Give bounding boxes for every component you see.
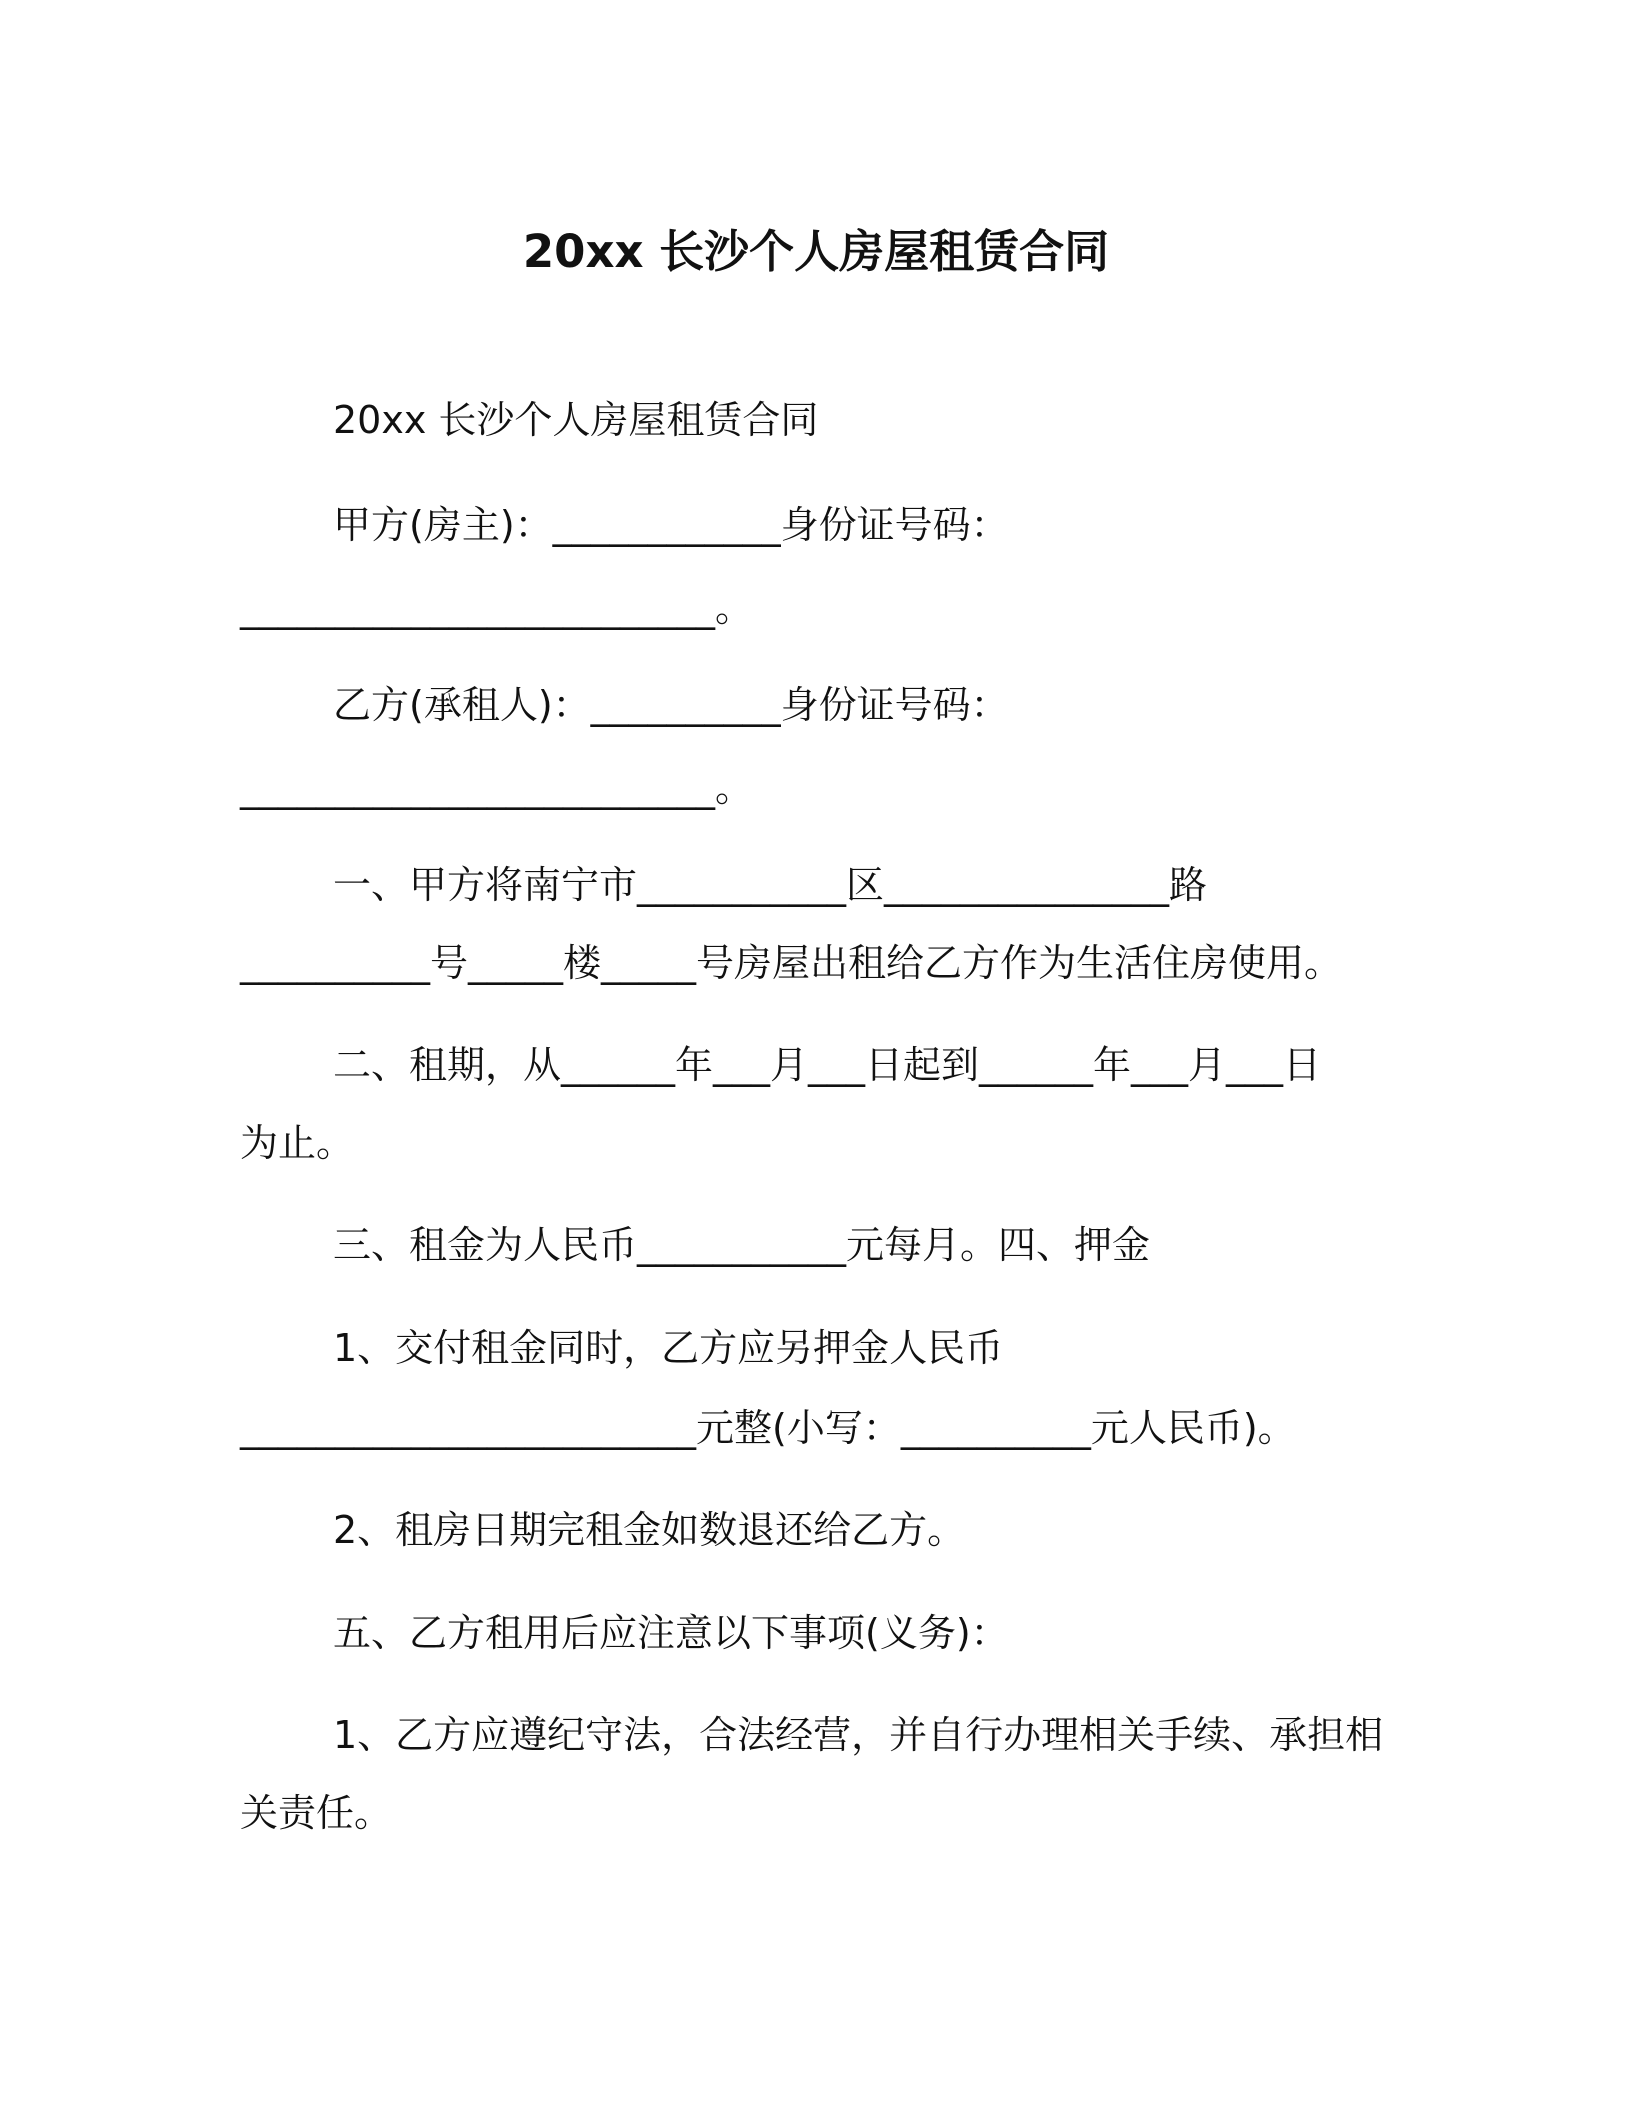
obligation-1-line-2: 关责任。 (240, 1791, 393, 1835)
party-b-id-blank: _________________________。 (240, 766, 754, 810)
clause-2-line-1: 二、租期，从______年___月___日起到______年___月___日 (333, 1043, 1322, 1087)
clause-1-line-2: __________号_____楼_____号房屋出租给乙方作为生活住房使用。 (240, 941, 1343, 985)
party-a-line: 甲方(房主)：____________身份证号码： (333, 503, 1009, 547)
obligation-1-line-1: 1、乙方应遵纪守法，合法经营，并自行办理相关手续、承担相 (333, 1713, 1384, 1757)
deposit-item-1-line-1: 1、交付租金同时，乙方应另押金人民币 (333, 1326, 1004, 1370)
clause-2-line-2: 为止。 (240, 1121, 355, 1165)
deposit-item-1-line-2: ________________________元整(小写：__________元人民币)。 (240, 1406, 1296, 1450)
deposit-item-2-line: 2、租房日期完租金如数退还给乙方。 (333, 1508, 966, 1552)
subtitle-line: 20xx 长沙个人房屋租赁合同 (333, 398, 819, 442)
party-a-id-blank: _________________________。 (240, 586, 754, 630)
clause-3-line: 三、租金为人民币___________元每月。四、押金 (333, 1223, 1151, 1267)
document-title: 20xx 长沙个人房屋租赁合同 (522, 225, 1110, 278)
party-b-line: 乙方(承租人)：__________身份证号码： (333, 683, 1009, 727)
clause-5-line: 五、乙方租用后应注意以下事项(义务)： (333, 1611, 1009, 1655)
clause-1-line-1: 一、甲方将南宁市___________区_______________路 (333, 863, 1208, 907)
